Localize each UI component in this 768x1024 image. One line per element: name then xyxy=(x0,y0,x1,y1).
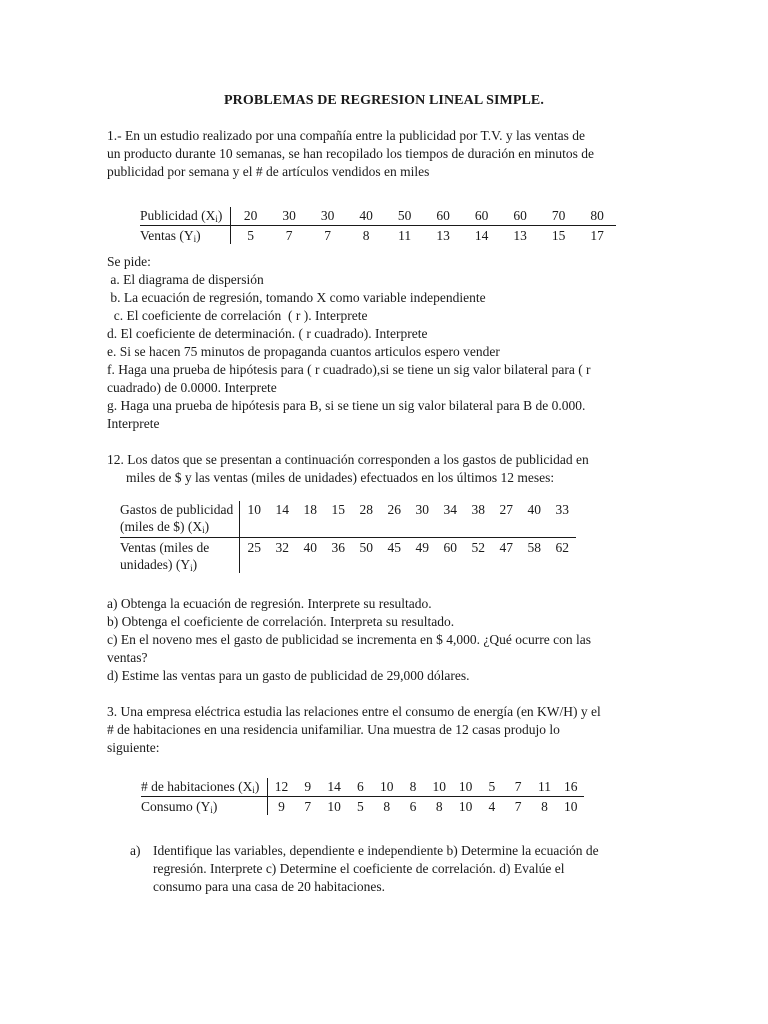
table-cell: 16 xyxy=(558,778,584,797)
table-row-y xyxy=(141,797,584,816)
question-item: c) En el noveno mes el gasto de publicidad se incrementa en $ 4,000. ¿Qué ocurre con las xyxy=(107,632,591,647)
problem-3-intro-line: # de habitaciones en una residencia unifamiliar. Una muestra de 12 casas produjo lo xyxy=(107,722,560,737)
table-cell: 30 xyxy=(308,207,347,226)
row-label-ventas: Ventas (miles de unidades) $(Y_i)$ xyxy=(120,538,240,574)
question-item: a) Obtenga la ecuación de regresión. Interprete su resultado. xyxy=(107,596,432,611)
table-cell: 50 xyxy=(385,207,424,226)
table-cell: 10 xyxy=(458,799,473,814)
table-cell: 58 xyxy=(527,540,541,555)
problem-12-intro-line: miles de $ y las ventas (miles de unidades) efectuados en los últimos 12 meses: xyxy=(126,470,555,485)
table-cell: 14 xyxy=(268,501,296,538)
table-cell: 36 xyxy=(331,540,345,555)
problem-1-intro xyxy=(107,127,660,181)
table-cell: 6 xyxy=(409,799,417,814)
problem-3-data-table xyxy=(141,778,584,815)
table-cell: 20 xyxy=(231,207,270,226)
table-cell: 70 xyxy=(539,207,578,226)
table-cell: 10 xyxy=(374,778,400,797)
table-cell: 14 xyxy=(321,778,347,797)
table-cell: 7 xyxy=(304,799,312,814)
table-cell: 25 xyxy=(247,540,261,555)
table-cell: 7 xyxy=(324,228,332,243)
table-cell: 33 xyxy=(548,501,576,538)
table-cell: 5 xyxy=(479,778,505,797)
table-cell: 9 xyxy=(278,799,285,814)
problem-1-questions xyxy=(107,253,660,433)
table-cell: 10 xyxy=(452,778,478,797)
page-title: PROBLEMAS DE REGRESION LINEAL SIMPLE. xyxy=(224,93,544,108)
table-cell: 8 xyxy=(435,799,443,814)
row-label-gastos: Gastos de publicidad (miles de $) $(X_i)$ xyxy=(120,501,240,538)
table-row-x xyxy=(120,501,576,538)
table-cell: 7 xyxy=(285,228,293,243)
table-cell: 28 xyxy=(352,501,380,538)
table-cell: 30 xyxy=(270,207,309,226)
asks-label: Se pide: xyxy=(107,254,151,269)
question-item: cuadrado) de 0.0000. Interprete xyxy=(107,380,277,395)
problem-3-intro xyxy=(107,703,660,757)
table-cell: 8 xyxy=(383,799,391,814)
table-cell: 40 xyxy=(347,207,386,226)
table-cell: 7 xyxy=(514,799,522,814)
table-cell: 47 xyxy=(499,540,513,555)
table-cell: 15 xyxy=(324,501,352,538)
question-item: f. Haga una prueba de hipótesis para ( r cuadrado),si se tiene un sig valor bilateral para ( r xyxy=(107,362,591,377)
table-cell: 7 xyxy=(505,778,531,797)
table-cell: 32 xyxy=(275,540,289,555)
problem-3-intro-line: siguiente: xyxy=(107,740,160,755)
question-item: c. El coeficiente de correlación ( r ). Interprete xyxy=(107,308,368,323)
question-item: e. Si se hacen 75 minutos de propaganda cuantos articulos espero vender xyxy=(107,344,500,359)
question-line: regresión. Interprete c) Determine el coeficiente de correlación. d) Evalúe el xyxy=(153,861,565,876)
table-cell: 40 xyxy=(520,501,548,538)
table-cell: 60 xyxy=(424,207,463,226)
table-row-y xyxy=(140,226,616,245)
table-cell: 6 xyxy=(347,778,373,797)
table-cell: 8 xyxy=(362,228,370,243)
problem-1-data-table xyxy=(140,207,616,244)
problem-12-intro xyxy=(107,451,660,487)
table-cell: 27 xyxy=(492,501,520,538)
table-cell: 52 xyxy=(471,540,485,555)
table-cell: 17 xyxy=(590,228,604,243)
table-cell: 10 xyxy=(564,799,578,814)
table-cell: 15 xyxy=(551,228,566,243)
question-line: Identifique las variables, dependiente e independiente b) Determine la ecuación de xyxy=(153,843,599,858)
table-cell: 40 xyxy=(303,540,317,555)
problem-1-intro-line: 1.- En un estudio realizado por una compañía entre la publicidad por T.V. y las ventas de xyxy=(107,128,585,143)
table-row-x xyxy=(140,207,616,226)
table-cell: 10 xyxy=(240,501,269,538)
table-cell: 13 xyxy=(513,228,527,243)
table-cell: 80 xyxy=(578,207,617,226)
problem-12-questions xyxy=(107,595,660,685)
table-cell: 14 xyxy=(474,228,489,243)
table-cell: 8 xyxy=(400,778,426,797)
table-cell: 4 xyxy=(488,799,496,814)
question-item: b) Obtenga el coeficiente de correlación. Interpreta su resultado. xyxy=(107,614,455,629)
table-cell: 34 xyxy=(436,501,464,538)
table-cell: 5 xyxy=(247,228,255,243)
table-row-y xyxy=(120,538,576,574)
problem-12-intro-line: 12. Los datos que se presentan a continuación corresponden a los gastos de publicidad en xyxy=(107,452,589,467)
question-item: b. La ecuación de regresión, tomando X como variable independiente xyxy=(107,290,486,305)
problem-1-intro-line: un producto durante 10 semanas, se han recopilado los tiempos de duración en minutos de xyxy=(107,146,595,161)
table-cell: 8 xyxy=(541,799,548,814)
row-label-ventas: Ventas $(Y_i)$ xyxy=(140,226,231,245)
table-cell: 45 xyxy=(387,540,401,555)
question-item: Interprete xyxy=(107,416,160,431)
table-cell: 60 xyxy=(462,207,501,226)
table-cell: 26 xyxy=(380,501,408,538)
problem-3-questions xyxy=(153,842,661,896)
table-cell: 50 xyxy=(359,540,373,555)
row-label-habitaciones: # de habitaciones $(X_i)$ xyxy=(141,778,268,797)
table-cell: 18 xyxy=(296,501,324,538)
row-label-consumo: Consumo $(Y_i)$ xyxy=(141,797,268,816)
table-cell: 49 xyxy=(415,540,429,555)
table-cell: 5 xyxy=(357,799,364,814)
table-cell: 10 xyxy=(327,799,341,814)
question-item: a. El diagrama de dispersión xyxy=(107,272,264,287)
table-cell: 62 xyxy=(555,540,569,555)
problem-3-item-marker: a) xyxy=(130,843,141,858)
table-cell: 60 xyxy=(501,207,540,226)
table-cell: 11 xyxy=(398,228,412,243)
table-cell: 11 xyxy=(531,778,557,797)
table-cell: 12 xyxy=(268,778,295,797)
question-item: d. El coeficiente de determinación. ( r cuadrado). Interprete xyxy=(107,326,428,341)
row-label-publicidad: Publicidad $(X_i)$ xyxy=(140,207,231,226)
table-cell: 10 xyxy=(426,778,452,797)
table-cell: 60 xyxy=(443,540,457,555)
table-cell: 38 xyxy=(464,501,492,538)
table-cell: 13 xyxy=(436,228,450,243)
problem-3-intro-line: 3. Una empresa eléctrica estudia las relaciones entre el consumo de energía (en KW/H) y el xyxy=(107,704,601,719)
problem-12-data-table xyxy=(120,501,576,573)
problem-1-intro-line: publicidad por semana y el # de artículos vendidos en miles xyxy=(107,164,430,179)
question-line: consumo para una casa de 20 habitaciones. xyxy=(153,879,386,894)
table-row-x xyxy=(141,778,584,797)
table-cell: 9 xyxy=(295,778,321,797)
question-item: d) Estime las ventas para un gasto de publicidad de 29,000 dólares. xyxy=(107,668,470,683)
question-item: g. Haga una prueba de hipótesis para B, si se tiene un sig valor bilateral para B de 0.000. xyxy=(107,398,586,413)
table-cell: 30 xyxy=(408,501,436,538)
question-item: ventas? xyxy=(107,650,148,665)
